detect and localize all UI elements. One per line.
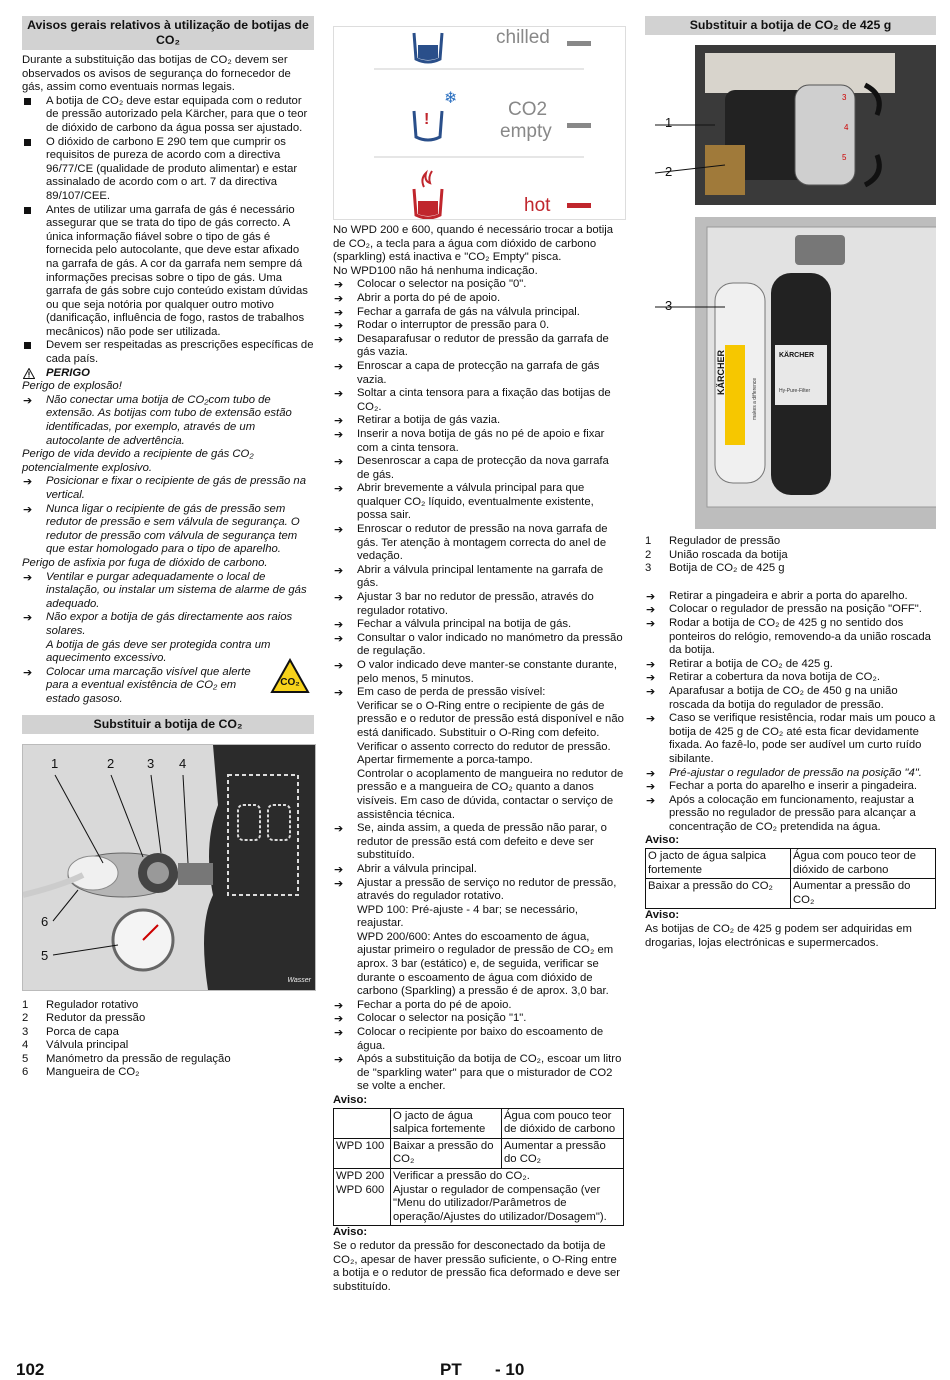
pressure-reducer-photo [23, 745, 315, 990]
step-item: ➔ Aparafusar a botija de CO₂ de 450 g na união roscada da botija do regulador de pressão. [645, 685, 936, 712]
figure-legend [645, 535, 936, 576]
figure-callout: 2 [107, 755, 115, 771]
column-right [645, 16, 936, 950]
step-item: ➔ Inserir a nova botija de gás no pé de apoio e fixar com a cinta tensora. [333, 428, 624, 455]
step-item: ➔ Caso se verifique resistência, rodar mais um pouco a botija de 425 g de CO₂ até esta ficar devidamente fixada. Ao fazê-lo, pode ser audível um curto ruído sibilante. [645, 712, 936, 766]
legend-text: Válvula principal [46, 1039, 129, 1052]
dial-number: 5 [842, 153, 847, 162]
bottle-425g-photo [645, 45, 936, 529]
table-cell: Água com pouco teor de dióxido de carbono [791, 849, 936, 879]
danger-explosion-list [22, 394, 314, 448]
danger-heading [22, 367, 314, 381]
step-item: ➔ Após a substituição da botija de CO₂, escoar um litro de "sparkling water" para que o misturador de CO2 se volte a encher. [333, 1053, 624, 1094]
step-item: ➔ Rodar a botija de CO₂ de 425 g no sentido dos ponteiros do relógio, removendo-a da união roscada da botija. [645, 617, 936, 658]
step-item: ➔ Fechar a garrafa de gás na válvula principal. [333, 306, 624, 320]
table-cell: O jacto de água salpica fortemente [646, 849, 791, 879]
step-item: ➔ Consultar o valor indicado no manómetro da pressão de regulação. [333, 632, 624, 659]
filter-name-label: Hy-Pure-Filter [779, 388, 811, 394]
adjust-wpd100: WPD 100: Pré-ajuste - 4 bar; se necessário, reajustar. [357, 903, 579, 930]
dial-number: 3 [842, 93, 847, 102]
table-cell: O jacto de água salpica fortemente [391, 1108, 502, 1138]
legend-number: 2 [22, 1012, 29, 1025]
co2-empty-label-line2: empty [500, 121, 552, 142]
table-cell: Baixar a pressão do CO₂ [391, 1138, 502, 1168]
figure-watermark: Wasser [287, 976, 311, 984]
legend-text: União roscada da botija [669, 548, 788, 561]
control-panel-illustration [334, 27, 625, 219]
legend-text: Botija de CO₂ de 425 g [669, 562, 785, 575]
step-item: ➔ Desaparafusar o redutor de pressão da garrafa de gás vazia. [333, 333, 624, 360]
step-item: ➔ Retirar a cobertura da nova botija de CO₂. [645, 671, 936, 685]
table-cell: Aumentar a pressão do CO₂ [502, 1138, 624, 1168]
figure-callout: 1 [51, 755, 59, 771]
table-cell: Baixar a pressão do CO₂ [646, 879, 791, 909]
warning-bullet: A botija de CO₂ deve estar equipada com o redutor de pressão autorizado pela Kärcher, para que o teor de dióxido de carbono da água possa ser ajustado. [22, 95, 314, 136]
aviso-text: Se o redutor da pressão for desconectado da botija de CO₂, apesar de haver pressão suficiente, o O-Ring entre a botija e o redutor de pressão fica deformado e deve ser substituído. [333, 1239, 620, 1293]
aviso-heading: Aviso: [645, 834, 680, 847]
step-item: ➔ Em caso de perda de pressão visível: [333, 686, 624, 700]
warning-bullet: Devem ser respeitadas as prescrições específicas de cada país. [22, 339, 314, 366]
table-cell [334, 1168, 391, 1225]
troubleshooting-table [333, 1108, 624, 1227]
legend-number: 2 [645, 548, 652, 561]
legend-number: 6 [22, 1066, 29, 1079]
dial-number: 4 [844, 123, 849, 132]
step-item: ➔ Desenroscar a capa de protecção da nova garrafa de gás. [333, 455, 624, 482]
danger-explosion: Perigo de explosão! [22, 380, 122, 393]
danger-asphyxia-list [22, 571, 314, 639]
replacement-steps [333, 278, 624, 699]
figure-callout: 6 [41, 913, 49, 929]
legend-item [645, 562, 936, 576]
bottle-slogan-label: makes a difference [752, 377, 758, 420]
table-cell-line: WPD 600 [336, 1183, 385, 1196]
step-item: ➔ Ajustar a pressão de serviço no redutor de pressão, através do regulador rotativo. [333, 877, 624, 904]
step-item: ➔ Colocar o recipiente por baixo do escoamento de água. [333, 1026, 624, 1053]
co2-empty-label-line1: CO2 [508, 99, 548, 120]
step-item: ➔ Fechar a porta do aparelho e inserir a pingadeira. [645, 780, 936, 794]
step-item: ➔ Abrir a válvula principal lentamente na garrafa de gás. [333, 564, 624, 591]
step-item: ➔ Fechar a válvula principal na botija de gás. [333, 618, 624, 632]
step-item: ➔ Enroscar o redutor de pressão na nova garrafa de gás. Ter atenção à montagem correcta do anel de vedação. [333, 523, 624, 564]
step-item: ➔ Retirar a botija de gás vazia. [333, 414, 624, 428]
aviso-heading: Aviso: [645, 909, 680, 922]
legend-text: Regulador rotativo [46, 998, 139, 1011]
legend-text: Porca de capa [46, 1025, 119, 1038]
legend-item [645, 535, 936, 549]
danger-explosive-container: Perigo de vida devido a recipiente de gás CO₂ potencialmente explosivo. [22, 448, 254, 474]
table-cell-empty [334, 1108, 391, 1138]
language-code: PT [440, 1360, 462, 1379]
legend-number: 1 [22, 998, 29, 1011]
table-cell-line: Ajustar o regulador de compensação (ver "Menu do utilizador/Parâmetros de operação/Ajustes do utilizador/Dosagem"). [393, 1183, 607, 1223]
control-panel-figure [333, 26, 626, 220]
table-cell: Aumentar a pressão do CO₂ [791, 879, 936, 909]
intro-paragraph: Durante a substituição das botijas de CO₂ devem ser observados os avisos de segurança do fornecedor de gás, assim como eventuais normas legais. [22, 54, 291, 94]
step-item: ➔ Pré-ajustar o regulador de pressão na posição "4". [645, 767, 936, 781]
wpd-intro: No WPD 200 e 600, quando é necessário trocar a botija de CO₂, a tecla para a água com dióxido de carbono (sparkling) está inactiva e "CO₂ Empty" pisca. [333, 224, 614, 264]
aviso-heading: Aviso: [333, 1226, 368, 1239]
danger-step: ➔ Colocar uma marcação visível que alerte para a eventual existência de CO₂ em estado gasoso. [22, 666, 254, 707]
step-item: ➔ Rodar o interruptor de pressão para 0. [333, 319, 624, 333]
co2-marking-row [22, 666, 314, 707]
step-item: ➔ Abrir a válvula principal. [333, 863, 624, 877]
replacement-steps-3 [333, 999, 624, 1094]
aviso-text: As botijas de CO₂ de 425 g podem ser adquiridas em drogarias, lojas electrónicas e supermercados. [645, 923, 912, 949]
legend-item [22, 1026, 314, 1040]
step-item: ➔ Abrir brevemente a válvula principal para que qualquer CO₂ líquido, eventualmente existente, possa sair. [333, 482, 624, 523]
general-warnings-list [22, 95, 314, 367]
legend-item [22, 999, 314, 1013]
column-left [22, 16, 314, 1080]
figure-legend [22, 999, 314, 1081]
danger-note: A botija de gás deve ser protegida contra um aquecimento excessivo. [46, 638, 271, 665]
step-item: ➔ O valor indicado deve manter-se constante durante, pelo menos, 5 minutos. [333, 659, 624, 686]
section-heading-replace-bottle: Substituir a botija de CO₂ [22, 715, 314, 734]
table-cell: WPD 100 [334, 1138, 391, 1168]
legend-item [645, 549, 936, 563]
page-number: 102 [16, 1360, 45, 1379]
danger-label: PERIGO [46, 366, 90, 379]
step-item: ➔ Colocar o regulador de pressão na posição "OFF". [645, 603, 936, 617]
legend-number: 5 [22, 1052, 29, 1065]
troubleshooting-table-425g [645, 848, 936, 909]
danger-step: ➔ Posicionar e fixar o recipiente de gás de pressão na vertical. [22, 475, 314, 502]
legend-number: 4 [22, 1039, 29, 1052]
bottle-brand-label: KÄRCHER [716, 350, 726, 395]
danger-container-list [22, 475, 314, 557]
sub-page-number: - 10 [495, 1360, 525, 1379]
adjust-wpd200-600: WPD 200/600: Antes do escoamento de água, ajustar primeiro o regulador de pressão de CO₂ em aprox. 3 bar (estático) e, de seguida, verificar se durante o escoamento de água com dióxido de carbono (Sparkling) a pressão é de aprox. 3,0 bar. [357, 930, 614, 998]
legend-text: Regulador de pressão [669, 535, 781, 547]
legend-text: Mangueira de CO₂ [46, 1066, 140, 1079]
figure-callout: 4 [179, 755, 187, 771]
figure-callout: 3 [147, 755, 155, 771]
step-item: ➔ Ajustar 3 bar no redutor de pressão, através do regulador rotativo. [333, 591, 624, 618]
section-heading-general-warnings: Avisos gerais relativos à utilização de botijas de CO₂ [22, 16, 314, 50]
legend-item [22, 1012, 314, 1026]
warning-bullet: O dióxido de carbono E 290 tem que cumprir os requisitos de pureza de acordo com a directiva 96/77/CE (qualidade de produto alimentar) e estar assinalado de acordo com o art. 7 da directiva 89/107/CEE. [22, 136, 314, 204]
step-item: ➔ Retirar a pingadeira e abrir a porta do aparelho. [645, 590, 936, 604]
step-item: ➔ Se, ainda assim, a queda de pressão não parar, o redutor de pressão está com defeito e deve ser substituído. [333, 822, 624, 863]
warning-triangle-icon [23, 368, 35, 379]
loss-check-oring: Verificar se o O-Ring entre o recipiente de gás de pressão e o redutor de pressão está disponível e não está danificado. Substituir o O-Ring com defeito. [357, 699, 624, 739]
figure-callout: 5 [41, 947, 49, 963]
bottle-425g-figure [645, 45, 936, 529]
legend-text: Redutor da pressão [46, 1012, 146, 1025]
section-heading-replace-425g: Substituir a botija de CO₂ de 425 g [645, 16, 936, 35]
wpd100-note: No WPD100 não há nenhuma indicação. [333, 264, 538, 277]
step-item: ➔ Colocar o selector na posição "1". [333, 1012, 624, 1026]
legend-item [22, 1053, 314, 1067]
snowflake-icon: ❄ [444, 88, 458, 107]
legend-number: 3 [22, 1025, 29, 1038]
legend-item [22, 1039, 314, 1053]
table-cell-line: WPD 200 [336, 1169, 385, 1182]
legend-number: 3 [645, 562, 652, 575]
step-item: ➔ Após a colocação em funcionamento, reajustar a pressão no regulador de pressão para alcançar a concentração de CO₂ pretendida na água. [645, 794, 936, 835]
danger-step: ➔ Nunca ligar o recipiente de gás de pressão sem redutor de pressão e sem válvula de segurança. O redutor de pressão com válvula de segurança tem que estar homologado para o tipo de aparelho. [22, 503, 314, 557]
figure-callout: 1 [665, 115, 673, 130]
hot-label: hot [524, 195, 551, 216]
steps-425g [645, 590, 936, 835]
step-item: ➔ Soltar a cinta tensora para a fixação das botijas de CO₂. [333, 387, 624, 414]
column-middle [333, 26, 624, 1294]
danger-asphyxia: Perigo de asfixia por fuga de dióxido de carbono. [22, 556, 268, 569]
step-item: ➔ Fechar a porta do pé de apoio. [333, 999, 624, 1013]
table-cell [391, 1168, 624, 1225]
co2-empty-warning-icon: ! [424, 111, 430, 128]
warning-bullet: Antes de utilizar uma garrafa de gás é necessário assegurar que se trata do tipo de gás correcto. A única informação fiável sobre o tipo de gás é fornecida pelo autocolante, que deve estar afixado na garrafa de gás. A cor da garrafa nem sempre dá informações precisas sobre o tipo de gás. Uma garrafa de gás sobre cujo conteúdo existam dúvidas ou que seja notória por qualquer outro motivo (danificação, influência de fogo, rastos de trabalhos mecânicos) não pode ser utilizada. [22, 204, 314, 340]
figure-callout: 3 [665, 298, 673, 313]
legend-text: Manómetro da pressão de regulação [46, 1052, 231, 1065]
co2-warning-sign-icon [270, 658, 310, 694]
step-item: ➔ Colocar o selector na posição "0". [333, 278, 624, 292]
aviso-heading: Aviso: [333, 1094, 368, 1106]
step-item: ➔ Abrir a porta do pé de apoio. [333, 292, 624, 306]
step-item: ➔ Retirar a botija de CO₂ de 425 g. [645, 658, 936, 672]
figure-callout: 2 [665, 164, 673, 179]
marking-list [22, 666, 254, 707]
step-item: ➔ Enroscar a capa de protecção na garrafa de gás vazia. [333, 360, 624, 387]
chilled-label: chilled [496, 27, 550, 48]
legend-number: 1 [645, 535, 652, 547]
danger-step: ➔ Ventilar e purgar adequadamente o local de instalação, ou instalar um sistema de alarme de gás adequado. [22, 571, 314, 612]
pressure-reducer-figure [22, 744, 316, 991]
danger-step: ➔ Não conectar uma botija de CO₂com tubo de extensão. As botijas com tubo de extensão estão identificadas, por exemplo, através de um autocolante de advertência. [22, 394, 314, 448]
co2-sign-text: CO₂ [280, 676, 300, 688]
filter-brand-label: KÄRCHER [779, 352, 814, 359]
loss-check-seat: Verificar o assento correcto do redutor de pressão. Apertar firmemente a porca-tampo. [357, 740, 611, 767]
danger-step: ➔ Não expor a botija de gás directamente aos raios solares. [22, 611, 314, 638]
legend-item [22, 1066, 314, 1080]
table-cell: Água com pouco teor de dióxido de carbono [502, 1108, 624, 1138]
replacement-steps-2 [333, 822, 624, 904]
loss-check-hose: Controlar o acoplamento de mangueira no redutor de pressão e a mangueira de CO₂ quanto a danos visíveis. Em caso de dúvida, contactar o serviço de assistência técnica. [357, 767, 624, 821]
table-cell-line: Verificar a pressão do CO₂. [393, 1169, 530, 1182]
